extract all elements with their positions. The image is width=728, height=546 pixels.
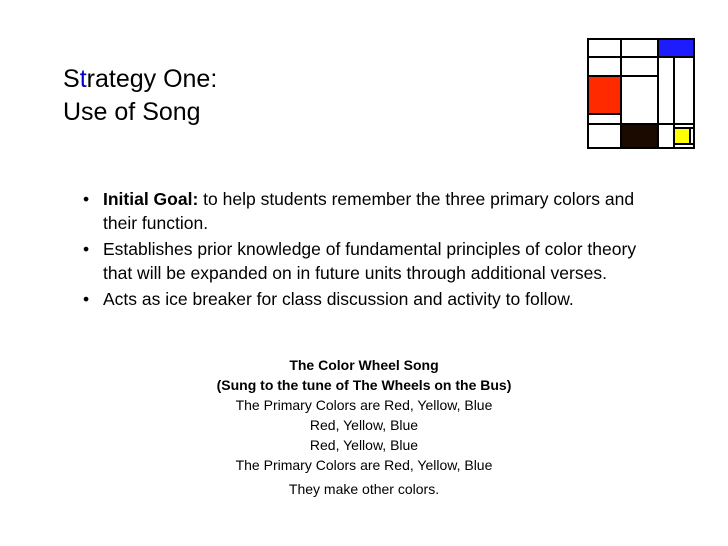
song-subtitle: (Sung to the tune of The Wheels on the Bus) — [216, 377, 512, 393]
mondrian-red-block — [589, 77, 620, 113]
song-line: Red, Yellow, Blue — [309, 417, 419, 433]
slide-title — [63, 63, 217, 129]
mondrian-line — [589, 113, 622, 115]
mondrian-line — [673, 56, 675, 147]
mondrian-blue-block — [659, 40, 693, 56]
bullet-item-ice-breaker — [80, 288, 660, 312]
title-line-2: Use of Song — [63, 98, 201, 126]
bullet-item-initial-goal — [80, 188, 660, 235]
song-line: The Primary Colors are Red, Yellow, Blue — [235, 397, 493, 413]
mondrian-yellow-block — [675, 129, 689, 143]
bullet-list — [80, 188, 660, 315]
mondrian-line — [589, 123, 693, 125]
bullet-marker: • — [83, 239, 90, 259]
bullet-marker: • — [83, 189, 90, 209]
mondrian-line — [589, 75, 659, 77]
bullet-bold-label: Initial Goal: — [103, 189, 199, 209]
mondrian-grid-graphic — [587, 38, 695, 149]
bullet-marker: • — [83, 289, 90, 309]
song-title: The Color Wheel Song — [289, 357, 439, 373]
bullet-item-prior-knowledge — [80, 238, 660, 285]
title-line-1 — [63, 63, 217, 96]
song-lyrics — [130, 355, 598, 499]
title-first-letter: S — [63, 65, 80, 93]
title-rest: rategy One: — [86, 65, 218, 93]
song-closing-line: They make other colors. — [288, 481, 440, 497]
mondrian-dark-block — [622, 125, 657, 147]
song-line: The Primary Colors are Red, Yellow, Blue — [235, 457, 493, 473]
mondrian-line — [689, 127, 691, 145]
bullet-text: to help students remember the three primary colors and their function. — [103, 189, 635, 233]
bullet-text: Acts as ice breaker for class discussion and activity to follow. — [103, 289, 574, 309]
song-line: Red, Yellow, Blue — [309, 437, 419, 453]
mondrian-line — [589, 56, 693, 58]
title-accent-letter: t — [79, 65, 87, 93]
bullet-text: Establishes prior knowledge of fundamental principles of color theory that will be expanded on in future units through additional verses. — [103, 239, 637, 283]
